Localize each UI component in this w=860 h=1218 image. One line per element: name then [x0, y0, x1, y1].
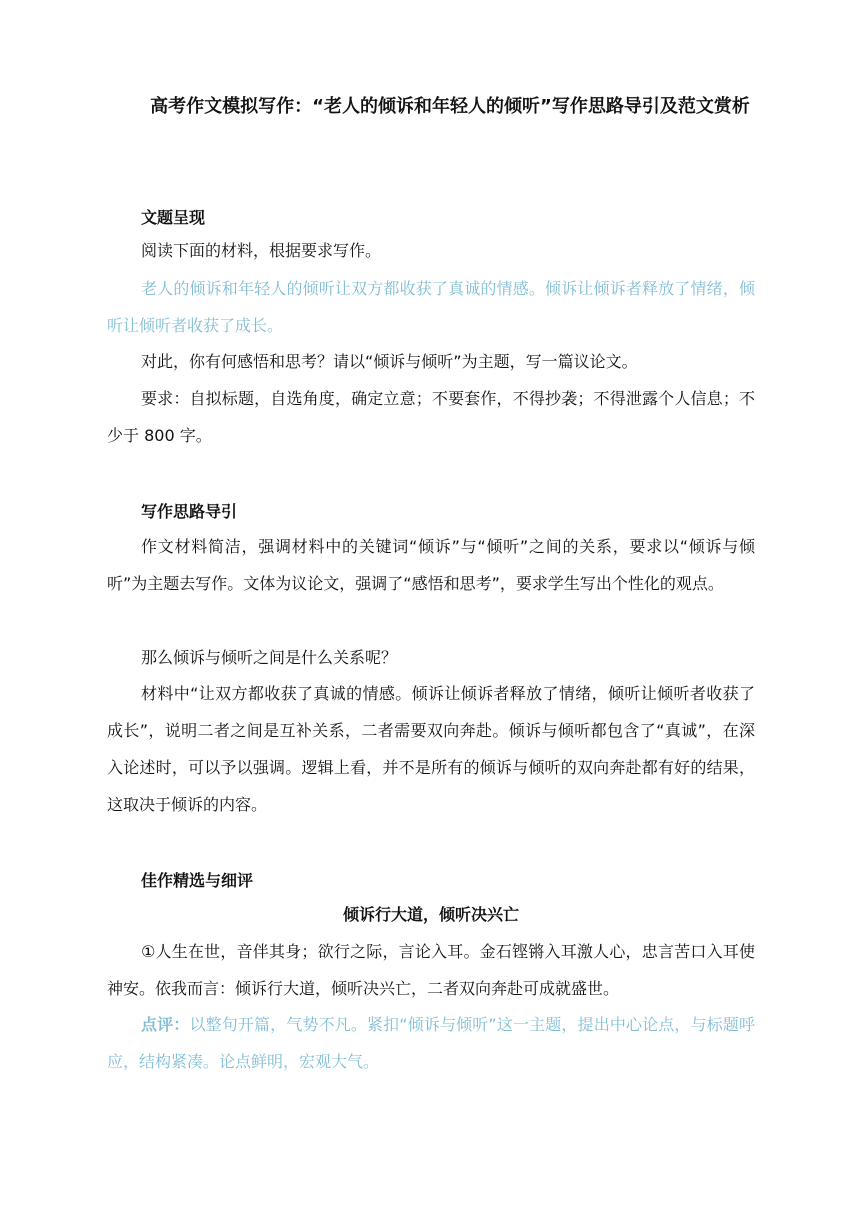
prompt-question: 对此，你有何感悟和思考？请以“倾诉与倾听”为主题，写一篇议论文。: [141, 352, 638, 371]
guide-paragraph-1: 作文材料简洁，强调材料中的关键词“倾诉”与“倾听”之间的关系，要求以“倾诉与倾听”为主题去写作。文体为议论文，强调了“感悟和思考”，要求学生写出个性化的观点。: [107, 537, 755, 593]
prompt-material: 老人的倾诉和年轻人的倾听让双方都收获了真诚的情感。倾诉让倾诉者释放了情绪，倾听让倾听者收获了成长。: [107, 279, 755, 335]
prompt-requirements: 要求：自拟标题，自选角度，确定立意；不要套作，不得抄袭；不得泄露个人信息；不少于 800 字。: [107, 389, 755, 445]
essay-comment: [107, 1006, 755, 1080]
essay-title: 倾诉行大道，倾听决兴亡: [342, 905, 519, 924]
prompt-instruction: 阅读下面的材料，根据要求写作。: [141, 241, 382, 260]
comment-label: 点评：: [141, 1015, 190, 1034]
guide-paragraph-3: 材料中“让双方都收获了真诚的情感。倾诉让倾诉者释放了情绪，倾听让倾听者收获了成长”，说明二者之间是互补关系，二者需要双向奔赴。倾诉与倾听都包含了“真诚”，在深入论述时，可以予以强调。逻辑上看，并不是所有的倾诉与倾听的双向奔赴都有好的结果，这取决于倾诉的内容。: [107, 684, 755, 814]
comment-text: 以整句开篇，气势不凡。紧扣“倾诉与倾听”这一主题，提出中心论点，与标题呼应，结构紧凑。论点鲜明，宏观大气。: [107, 1015, 755, 1071]
document-title: 高考作文模拟写作：“老人的倾诉和年轻人的倾听”写作思路导引及范文赏析: [150, 96, 750, 117]
section-heading-prompt: 文题呈现: [141, 208, 206, 227]
guide-paragraph-2: 那么倾诉与倾听之间是什么关系呢？: [141, 648, 398, 667]
section-heading-guide: 写作思路导引: [141, 502, 238, 521]
essay-paragraph-1: ①人生在世，音伴其身；欲行之际，言论入耳。金石铿锵入耳激人心，忠言苦口入耳使神安。依我而言：倾诉行大道，倾听决兴亡，二者双向奔赴可成就盛世。: [107, 942, 755, 998]
section-heading-essay: 佳作精选与细评: [141, 871, 254, 890]
